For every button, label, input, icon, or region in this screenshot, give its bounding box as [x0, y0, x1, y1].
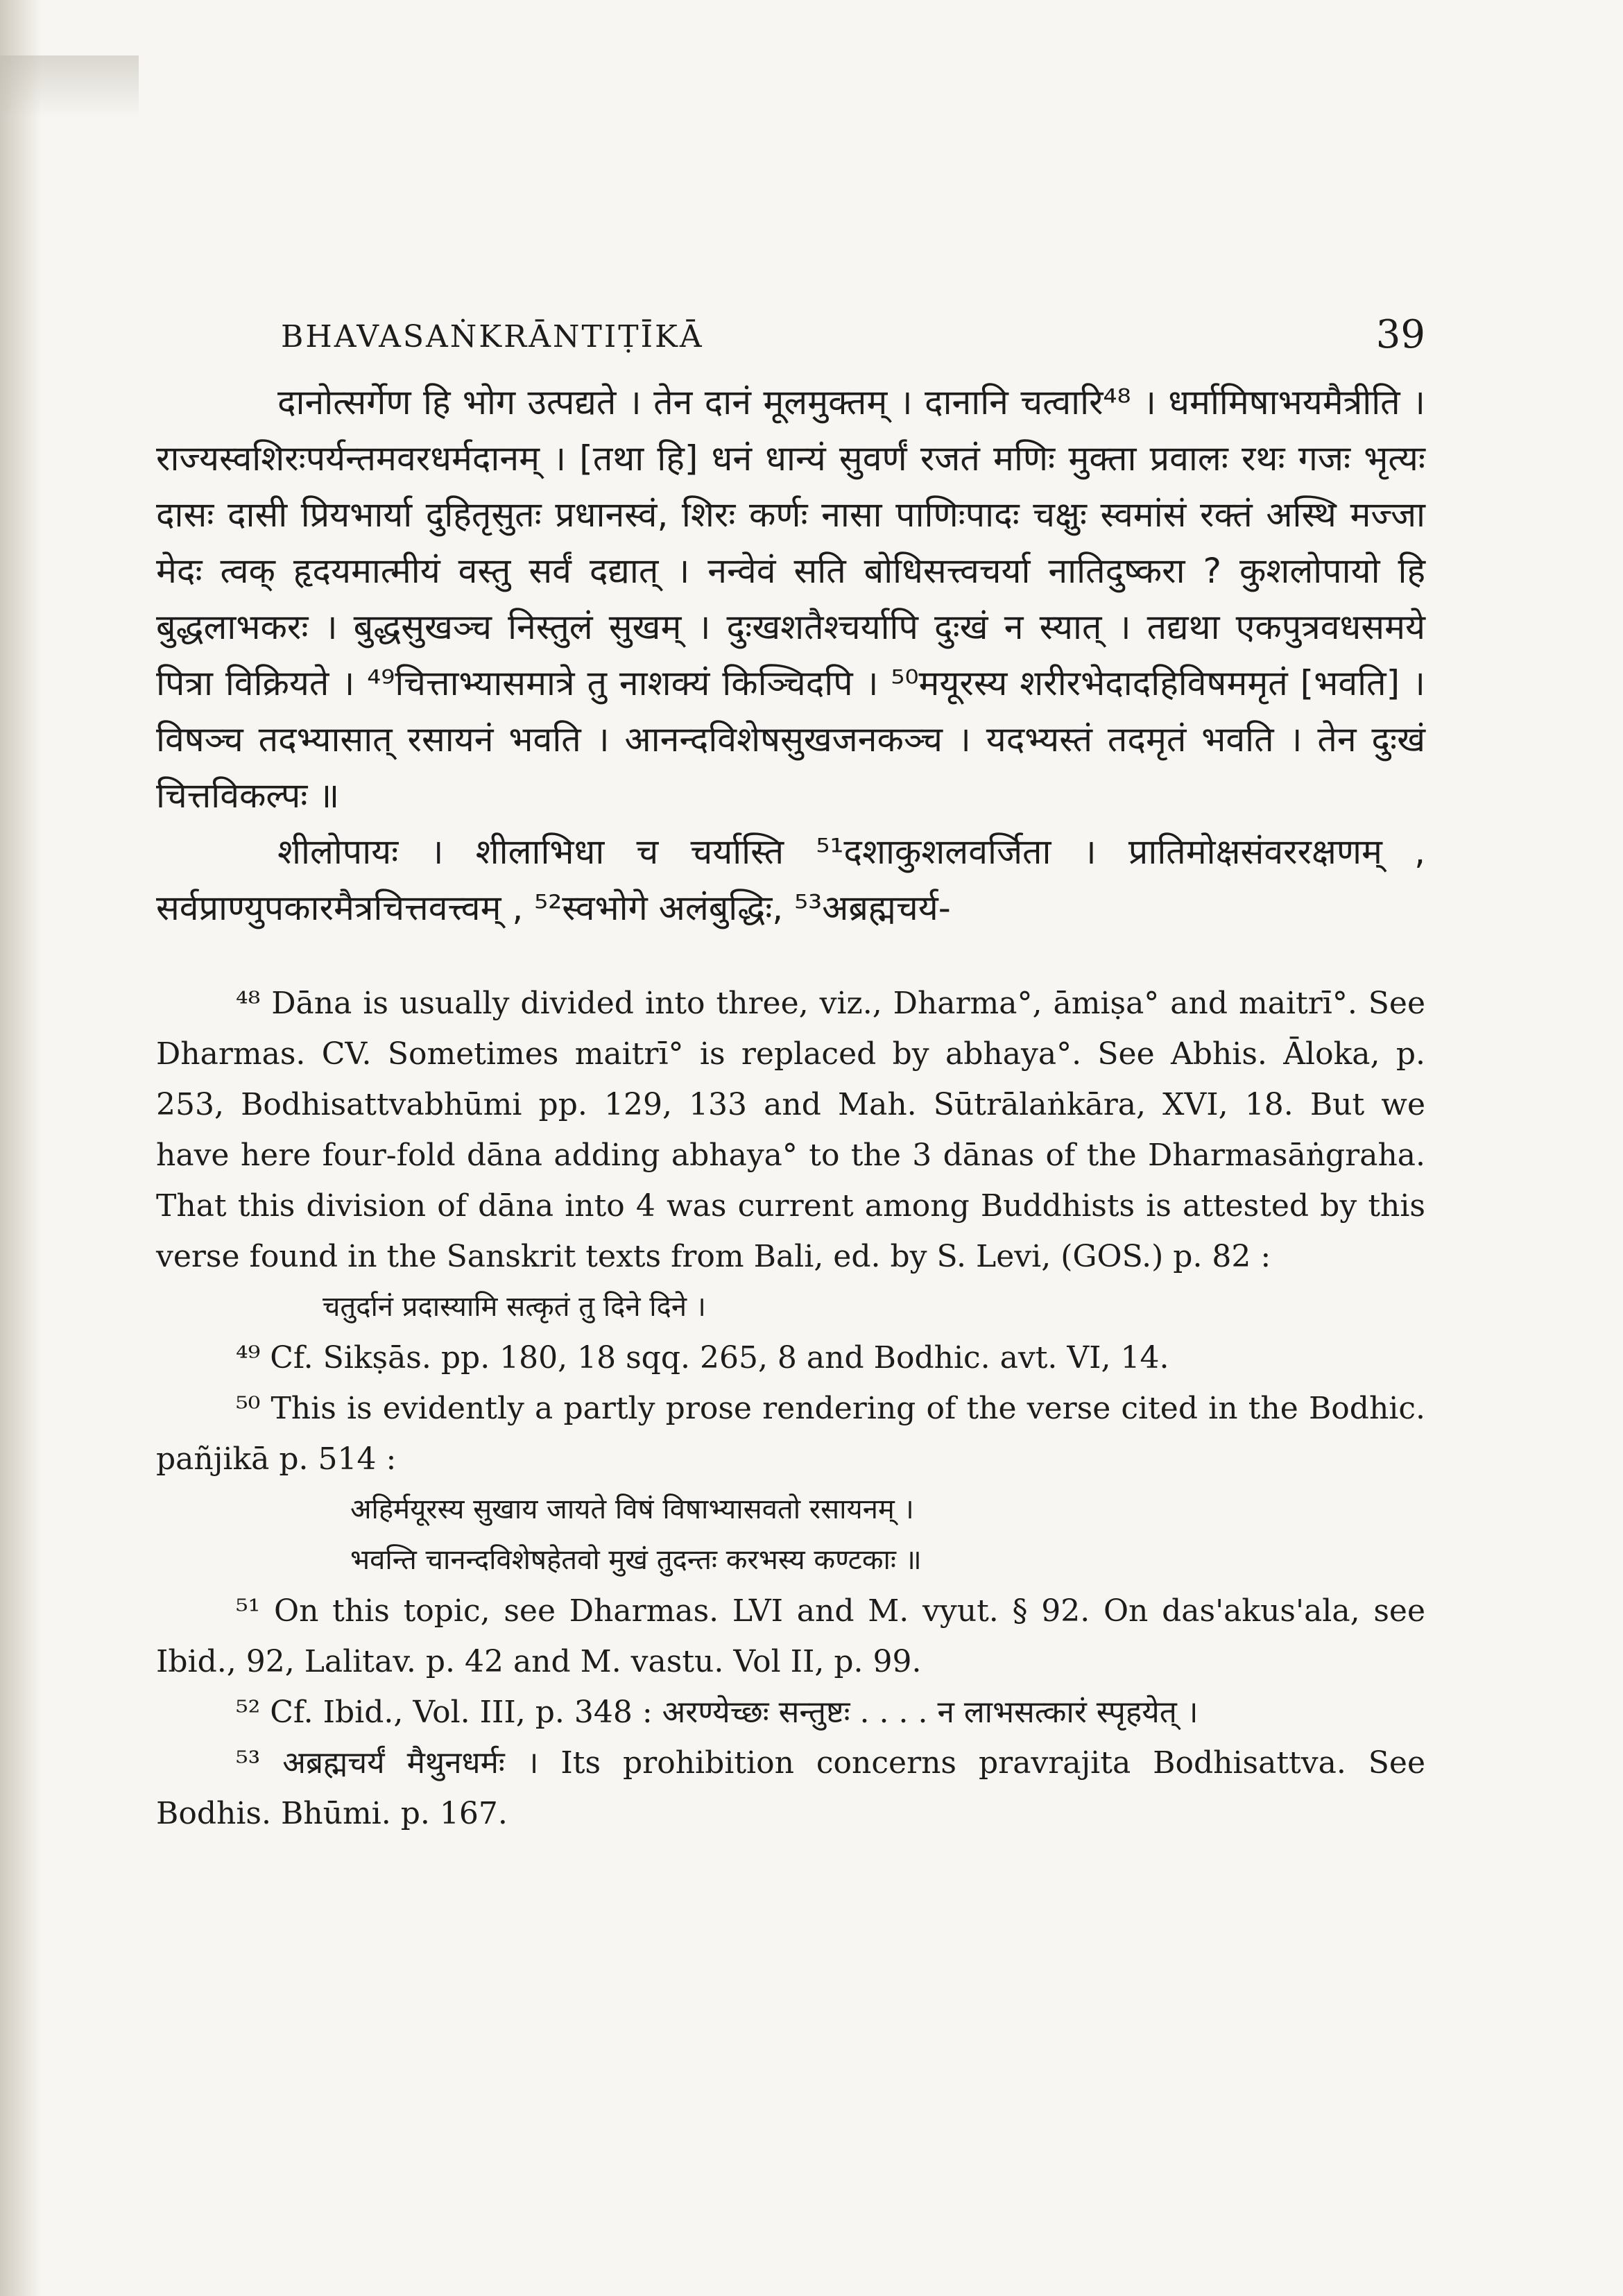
footnotes [156, 978, 1425, 1839]
footnote-50-verse-line-2: भवन्ति चानन्दविशेषहेतवो मुखं तुदन्तः करभस्य कण्टकाः ॥ [350, 1544, 922, 1576]
running-title: BHAVASAṄKRĀNTIṬĪKĀ [281, 319, 704, 354]
page-number: 39 [1375, 312, 1425, 357]
main-text [156, 375, 1425, 936]
footnote-48-verse: चतुर्दानं प्रदास्यामि सत्कृतं तु दिने दिने । [323, 1291, 706, 1323]
book-page [156, 298, 1425, 1839]
footnote-50: ⁵⁰ This is evidently a partly prose rendering of the verse cited in the Bodhic. pañjikā p. 514 : [156, 1391, 1425, 1477]
main-paragraph-1: दानोत्सर्गेण हि भोग उत्पद्यते । तेन दानं मूलमुक्तम् । दानानि चत्वारि⁴⁸ । धर्मामिषाभयमैत्रीति । राज्यस्वशिरःपर्यन्तमवरधर्मदानम् । [तथा हि] धनं धान्यं सुवर्णं रजतं मणिः मुक्ता प्रवालः रथः गजः भृत्यः दासः दासी प्रियभार्या दुहितृसुतः प्रधानस्वं, शिरः कर्णः नासा पाणिःपादः चक्षुः स्वमांसं रक्तं अस्थि मज्जा मेदः त्वक् हृदयमात्मीयं वस्तु सर्वं दद्यात् । नन्वेवं सति बोधिसत्त्वचर्या नातिदुष्करा ? कुशलोपायो हि बुद्धलाभकरः । बुद्धसुखञ्च निस्तुलं सुखम् । दुःखशतैश्चर्यापि दुःखं न स्यात् । तद्यथा एकपुत्रवधसमये पित्रा विक्रियते । ⁴⁹चित्ताभ्यासमात्रे तु नाशक्यं किञ्चिदपि । ⁵⁰मयूरस्य शरीरभेदादहिविषममृतं [भवति] । विषञ्च तदभ्यासात् रसायनं भवति । आनन्दविशेषसुखजनकञ्च । यदभ्यस्तं तदमृतं भवति । तेन दुःखं चित्तविकल्पः ॥ [156, 382, 1425, 816]
page-edge-shadow [0, 0, 42, 2296]
footnote-52: ⁵² Cf. Ibid., Vol. III, p. 348 : अरण्येच्छः सन्तुष्टः . . . . न लाभसत्कारं स्पृहयेत् । [236, 1695, 1199, 1730]
footnote-50-verse-line-1: अहिर्मयूरस्य सुखाय जायते विषं विषाभ्यासवतो रसायनम् । [350, 1493, 914, 1525]
footnote-49: ⁴⁹ Cf. Sikṣās. pp. 180, 18 sqq. 265, 8 and Bodhic. avt. VI, 14. [236, 1340, 1169, 1376]
main-paragraph-2: शीलोपायः । शीलाभिधा च चर्यास्ति ⁵¹दशाकुशलवर्जिता । प्रातिमोक्षसंवररक्षणम् , सर्वप्राण्युपकारमैत्रचित्तवत्त्वम् , ⁵²स्वभोगे अलंबुद्धिः, ⁵³अब्रह्मचर्य- [156, 832, 1425, 928]
footnote-53: ⁵³ अब्रह्मचर्यं मैथुनधर्मः । Its prohibition concerns pravrajita Bodhisattva. See Bodhis. Bhūmi. p. 167. [156, 1745, 1425, 1831]
footnote-48: ⁴⁸ Dāna is usually divided into three, viz., Dharma°, āmiṣa° and maitrī°. See Dharmas. CV. Sometimes maitrī° is replaced by abhaya°. See Abhis. Āloka, p. 253, Bodhisattvabhūmi pp. 129, 133 and Mah. Sūtrālaṅkāra, XVI, 18. But we have here four-fold dāna adding abhaya° to the 3 dānas of the Dharmasāṅgraha. That this division of dāna into 4 was current among Buddhists is attested by this verse found in the Sanskrit texts from Bali, ed. by S. Levi, (GOS.) p. 82 : [156, 986, 1425, 1274]
scan-shadow [0, 55, 139, 118]
footnote-51: ⁵¹ On this topic, see Dharmas. LVI and M. vyut. § 92. On das'akus'ala, see Ibid., 92, Lalitav. p. 42 and M. vastu. Vol II, p. 99. [156, 1593, 1425, 1679]
page-header [156, 298, 1425, 368]
